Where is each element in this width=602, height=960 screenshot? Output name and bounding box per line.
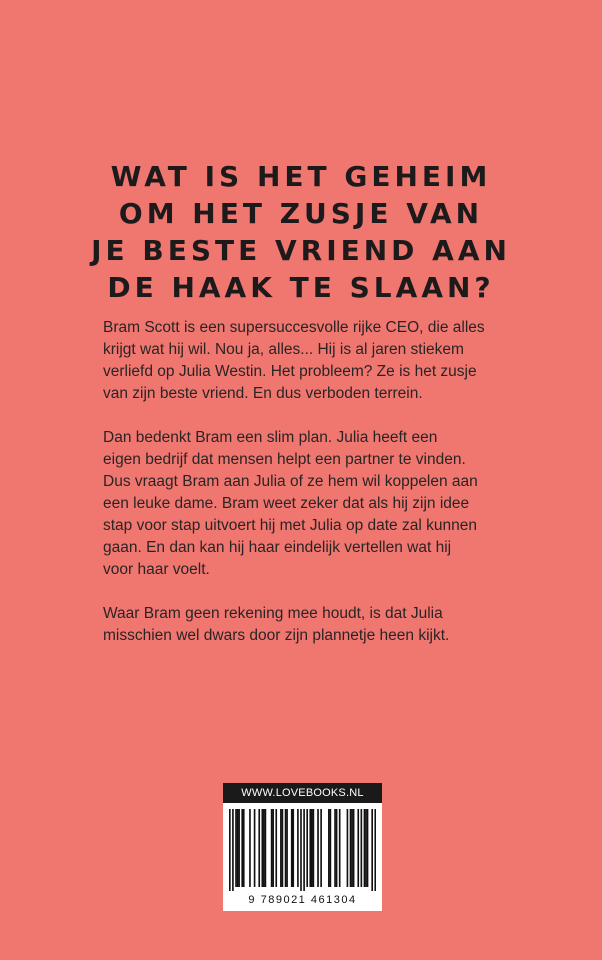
barcode-bar — [365, 809, 367, 887]
blurb-paragraph — [103, 317, 503, 405]
barcode-bar — [292, 809, 294, 887]
blurb-line: verliefd op Julia Westin. Het probleem? Ze is het zusje — [103, 363, 477, 380]
blurb-line: gaan. En dan kan hij haar eindelijk vertellen wat hij — [103, 539, 452, 556]
barcode-bar — [243, 809, 245, 887]
blurb — [103, 317, 503, 669]
barcode-bar — [351, 809, 353, 887]
barcode-bar — [336, 809, 338, 887]
barcode-bar — [361, 809, 363, 887]
barcode-bar — [232, 809, 234, 891]
blurb-line: voor haar voelt. — [103, 561, 210, 578]
barcode-bar — [265, 809, 267, 887]
barcode-bar — [313, 809, 315, 887]
headline-line: JE BESTE VRIEND AAN — [91, 234, 511, 267]
barcode-bar — [300, 809, 302, 891]
blurb-line: Bram Scott is een supersuccesvolle rijke CEO, die alles — [103, 319, 485, 336]
barcode-bar — [303, 809, 305, 891]
barcode-bar — [261, 809, 263, 887]
blurb-paragraph — [103, 603, 503, 647]
barcode-bar — [364, 809, 366, 887]
barcode-bar — [347, 809, 349, 887]
blurb-line: van zijn beste vriend. En dus verboden terrein. — [103, 385, 423, 402]
barcode-bar — [353, 809, 355, 887]
barcode-bar — [339, 809, 341, 887]
barcode-bar — [350, 809, 352, 887]
blurb-line: krijgt wat hij wil. Nou ja, alles... Hij is al jaren stiekem — [103, 341, 464, 358]
barcode-bar — [237, 809, 239, 887]
barcode-bar — [271, 809, 273, 887]
barcode-bar — [272, 809, 274, 887]
barcode-bar — [306, 809, 308, 887]
blurb-line: Waar Bram geen rekening mee houdt, is dat Julia — [103, 605, 443, 622]
barcode-bar — [254, 809, 256, 887]
barcode-bar — [286, 809, 288, 887]
barcode-bar — [263, 809, 265, 887]
barcode-box — [223, 783, 382, 911]
headline-line: OM HET ZUSJE VAN — [118, 197, 484, 230]
barcode-bar — [249, 809, 251, 887]
barcode-bar — [258, 809, 260, 887]
barcode-bar — [229, 809, 231, 891]
barcode-bar — [275, 809, 277, 887]
barcode-bar — [291, 809, 293, 887]
blurb-line: Dan bedenkt Bram een slim plan. Julia heeft een — [103, 429, 438, 446]
barcode-bar — [282, 809, 284, 887]
barcode-bar — [297, 809, 299, 887]
blurb-line: een leuke dame. Bram weet zeker dat als hij zijn idee — [103, 495, 470, 512]
barcode-bar — [371, 809, 373, 891]
barcode-bar — [238, 809, 240, 887]
barcode-image — [229, 809, 376, 891]
blurb-line: Dus vraagt Bram aan Julia of ze hem wil koppelen aan — [103, 473, 478, 490]
headline-line: WAT IS HET GEHEIM — [110, 160, 492, 193]
barcode-bar — [367, 809, 369, 887]
barcode-bar — [357, 809, 359, 887]
barcode-bar — [311, 809, 313, 887]
headline — [0, 158, 602, 306]
barcode-bar — [280, 809, 282, 887]
barcode-bar — [235, 809, 237, 887]
barcode-bar — [320, 809, 322, 887]
blurb-line: stap voor stap uitvoert hij met Julia op date zal kunnen — [103, 517, 477, 534]
blurb-paragraph — [103, 427, 503, 581]
barcode-bar — [317, 809, 319, 887]
barcode-bar — [330, 809, 332, 887]
barcode-bar — [285, 809, 287, 887]
barcode-bar — [334, 809, 336, 887]
headline-line: DE HAAK TE SLAAN? — [107, 271, 495, 304]
publisher-url: WWW.LOVEBOOKS.NL — [223, 783, 382, 803]
blurb-line: eigen bedrijf dat mensen helpt een partner te vinden. — [103, 451, 466, 468]
barcode-bar — [241, 809, 243, 887]
blurb-line: misschien wel dwars door zijn plannetje heen kijkt. — [103, 627, 450, 644]
isbn-number: 9 789021 461304 — [248, 894, 357, 906]
barcode-bar — [374, 809, 376, 891]
barcode-bar — [328, 809, 330, 887]
barcode-bar — [309, 809, 311, 887]
